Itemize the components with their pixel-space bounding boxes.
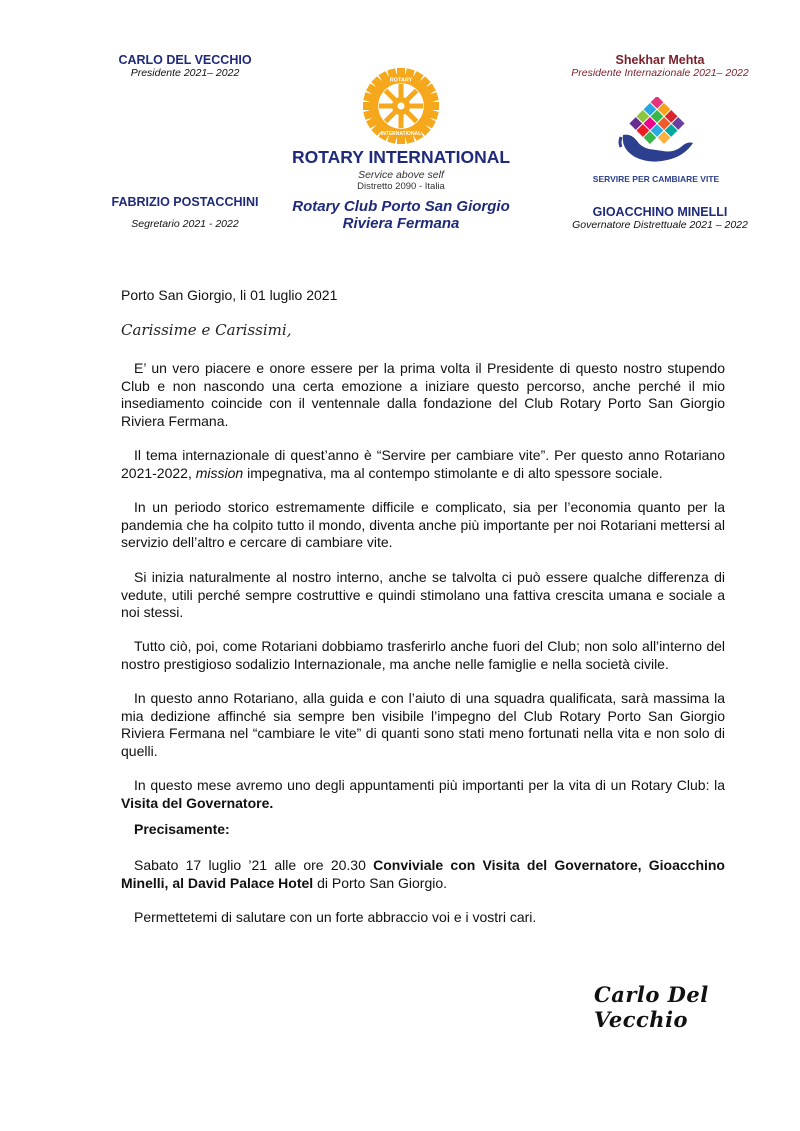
paragraph-1-text: E’ un vero piacere e onore essere per la prima volta il Presidente di questo nostro stupendo Club e non nascondo una certa emozione a iniziare questo percorso, anche perché il mio insediamento coincide con il ventennale dalla fondazione del Club Rotary Porto San Giorgio Riviera Fermana. (121, 360, 725, 429)
paragraph-2-text-a: Il tema internazionale di quest’anno è “Servire per cambiare vite”. Per questo anno Rotariano 2021-2022, (121, 447, 725, 481)
paragraph-8 (121, 821, 725, 839)
paragraph-2-text-c: impegnativa, ma al contempo stimolante e di alto spessore sociale. (243, 464, 663, 481)
paragraph-7-bold: Visita del Governatore. (121, 794, 274, 811)
place-date: Porto San Giorgio, li 01 luglio 2021 (121, 287, 338, 303)
paragraph-5 (121, 638, 725, 673)
theme-logo (615, 97, 697, 167)
event-date-text: Sabato 17 luglio ’21 alle ore 20.30 (134, 857, 374, 873)
org-block (270, 147, 532, 232)
rotary-wheel-logo (363, 68, 439, 144)
paragraph-4-text: Si inizia naturalmente al nostro interno, anche se talvolta ci può essere qualche differenza di vedute, utili perché sempre costruttive e quindi stimolano una fattiva crescita umana e sociale a noi stessi. (121, 569, 725, 620)
hand-with-squares-icon (615, 97, 697, 167)
paragraph-1 (121, 360, 725, 430)
club-name-line1: Rotary Club Porto San Giorgio (292, 198, 510, 215)
paragraph-2-mission: mission (195, 464, 244, 481)
paragraph-3 (121, 499, 725, 552)
paragraph-7-text: In questo mese avremo uno degli appuntamenti più importanti per la vita di un Rotary Club: la (134, 777, 725, 793)
paragraph-2 (121, 447, 725, 482)
president-block (95, 53, 275, 79)
paragraph-7 (121, 777, 725, 812)
president-name: CARLO DEL VECCHIO (118, 53, 252, 67)
salutation: Carissime e Carissimi, (121, 321, 292, 339)
governor-role: Governatore Distrettuale 2021 – 2022 (572, 219, 748, 231)
paragraph-4 (121, 569, 725, 622)
secretary-role: Segretario 2021 - 2022 (131, 218, 239, 230)
event-details-bold: Conviviale con Visita del Governatore, Gioacchino Minelli, al David Palace Hotel (121, 857, 725, 891)
closing-text: Permettetemi di salutare con un forte abbraccio voi e i vostri cari. (134, 909, 537, 925)
international-president-name: Shekhar Mehta (615, 53, 705, 67)
logo-text-bottom: INTERNATIONAL (380, 131, 422, 137)
governor-name: GIOACCHINO MINELLI (592, 205, 728, 219)
club-name-line2: Riviera Fermana (342, 215, 460, 232)
precisamente-label: Precisamente: (134, 821, 230, 837)
international-president-role: Presidente Internazionale 2021– 2022 (571, 67, 749, 79)
secretary-block (95, 195, 275, 230)
org-name: ROTARY INTERNATIONAL (291, 147, 511, 167)
paragraph-6-text: In questo anno Rotariano, alla guida e con l’aiuto di una squadra qualificata, sarà massima la mia dedizione affinché sia sempre ben visibile l’impegno del Club Rotary Porto San Giorgio Riviera Fermana nel “cambiare le vite” di quanti sono stati meno fortunati nella vita e non solo di quelli. (121, 690, 725, 759)
paragraph-10 (121, 909, 725, 927)
district: Distretto 2090 - Italia (357, 181, 445, 192)
theme-logo-caption: SERVIRE PER CAMBIARE VITE (592, 174, 720, 184)
president-role: Presidente 2021– 2022 (130, 67, 240, 79)
governor-block (560, 205, 760, 231)
paragraph-6 (121, 690, 725, 760)
event-place-text: di Porto San Giorgio. (313, 874, 448, 891)
logo-text-top: ROTARY (389, 77, 413, 84)
paragraph-5-text: Tutto ciò, poi, come Rotariani dobbiamo trasferirlo anche fuori del Club; non solo all’interno del nostro prestigioso sodalizio Internazionale, ma anche nelle famiglie e nella società civile. (121, 638, 725, 672)
paragraph-3-text: In un periodo storico estremamente difficile e complicato, sia per l’economia quanto per la pandemia che ha colpito tutto il mondo, diventa anche più importante per noi Rotariani mettersi al servizio dell’altro e cercare di cambiare vite. (121, 499, 725, 550)
signature: Carlo Del Vecchio (594, 982, 709, 1032)
paragraph-9 (121, 857, 725, 892)
international-president-block (560, 53, 760, 79)
motto: Service above self (358, 169, 444, 181)
secretary-name: FABRIZIO POSTACCHINI (111, 195, 259, 209)
